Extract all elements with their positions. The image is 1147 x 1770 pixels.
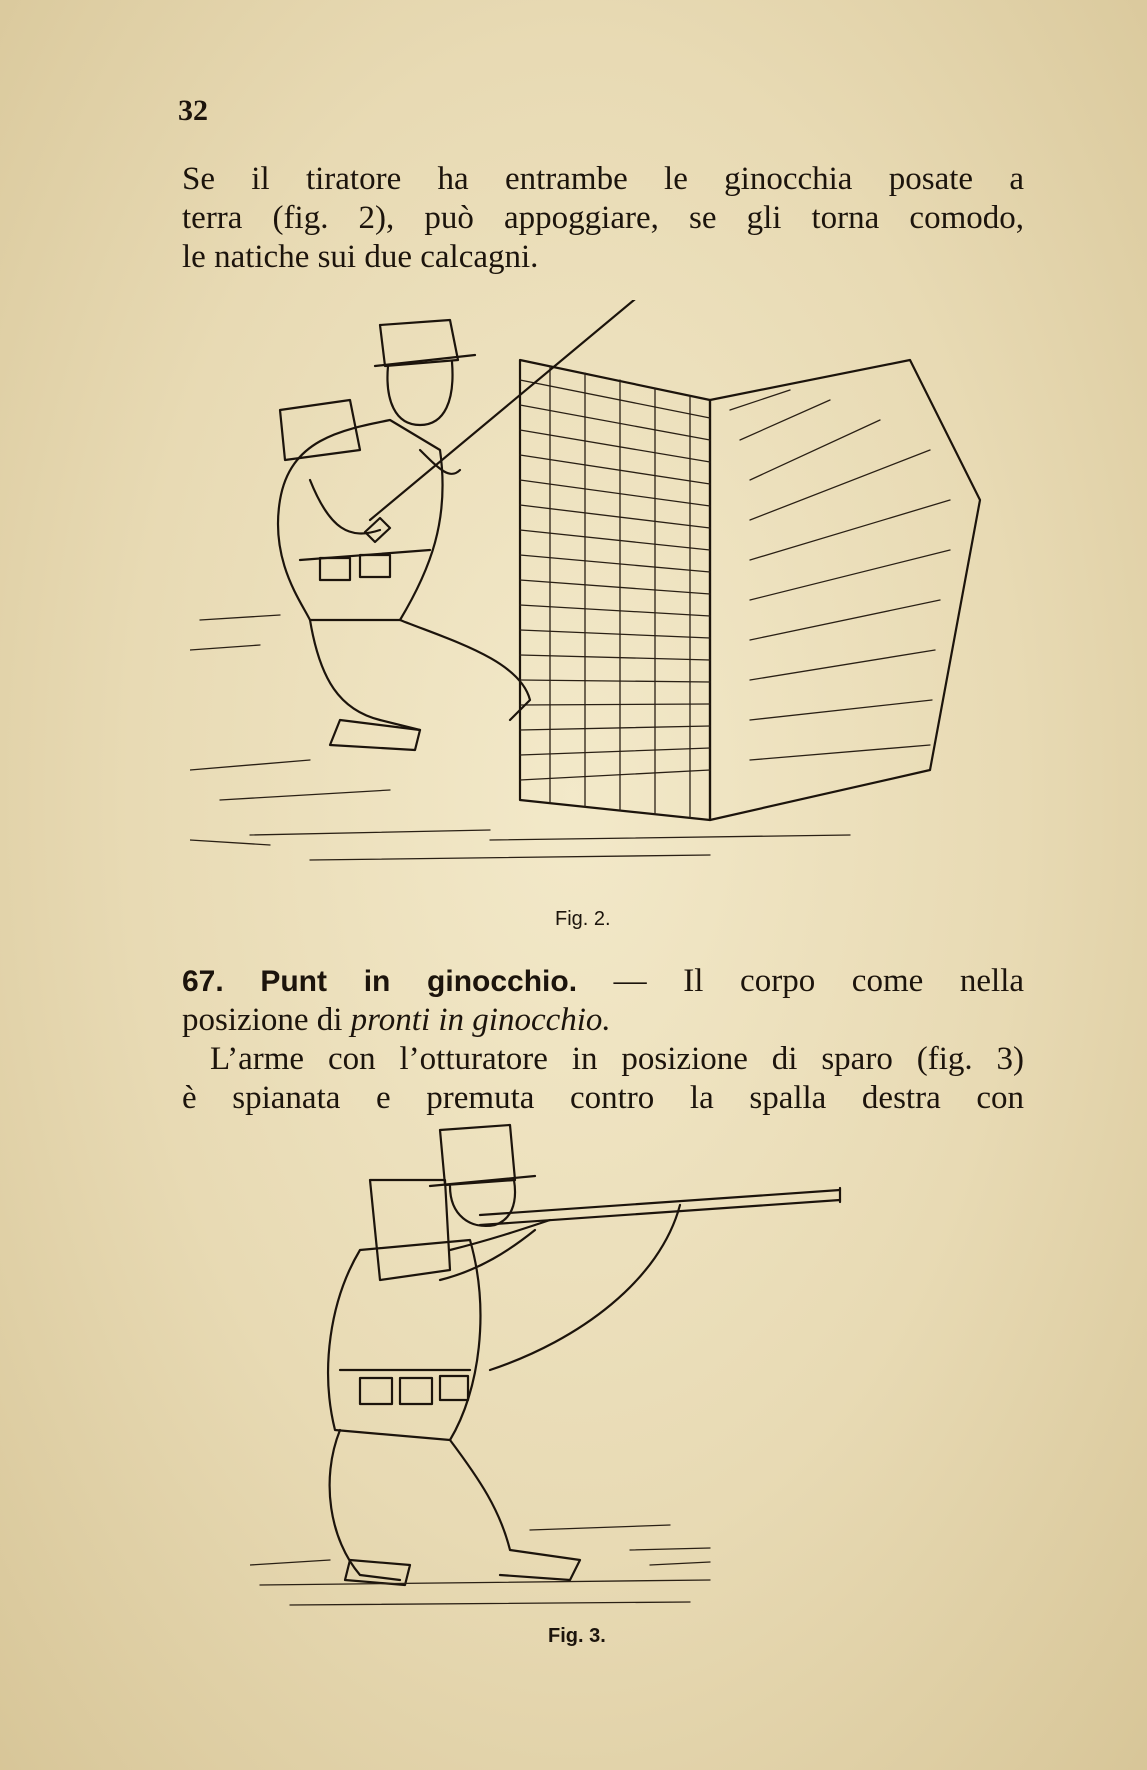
section-heading: Punt in ginocchio. [260,965,578,998]
text-run: posizione di [182,1002,351,1038]
text-line: L’arme con l’otturatore in posizione di sparo (fig. 3) [210,1041,1024,1077]
kneeling-soldier [278,300,640,750]
figure-3-illustration [250,1120,950,1620]
paragraph-section-67 [182,962,1024,1118]
paragraph-fig2-intro [182,160,1024,277]
italic-term: pronti in ginocchio. [350,1002,611,1038]
text-line: è spianata e premuta contro la spalla destra con [182,1080,1024,1116]
ground-lines [250,1525,710,1605]
section-heading-line [182,962,1024,1001]
text-line: terra (fig. 2), può appoggiare, se gli torna comodo, [182,200,1024,236]
text-line [182,1001,1024,1040]
section-intro: — Il corpo come nella [577,963,1025,999]
text-line: Se il tiratore ha entrambe le ginocchia posate a [182,161,1024,197]
wicker-wall [520,360,980,820]
text-line: le natiche sui due calcagni. [182,239,539,275]
figure-2-illustration [190,300,990,880]
page-number: 32 [178,94,208,127]
figure-2-caption: Fig. 2. [555,908,611,930]
section-number: 67. [182,965,224,998]
aiming-soldier [328,1125,840,1585]
figure-3-caption: Fig. 3. [548,1625,606,1647]
